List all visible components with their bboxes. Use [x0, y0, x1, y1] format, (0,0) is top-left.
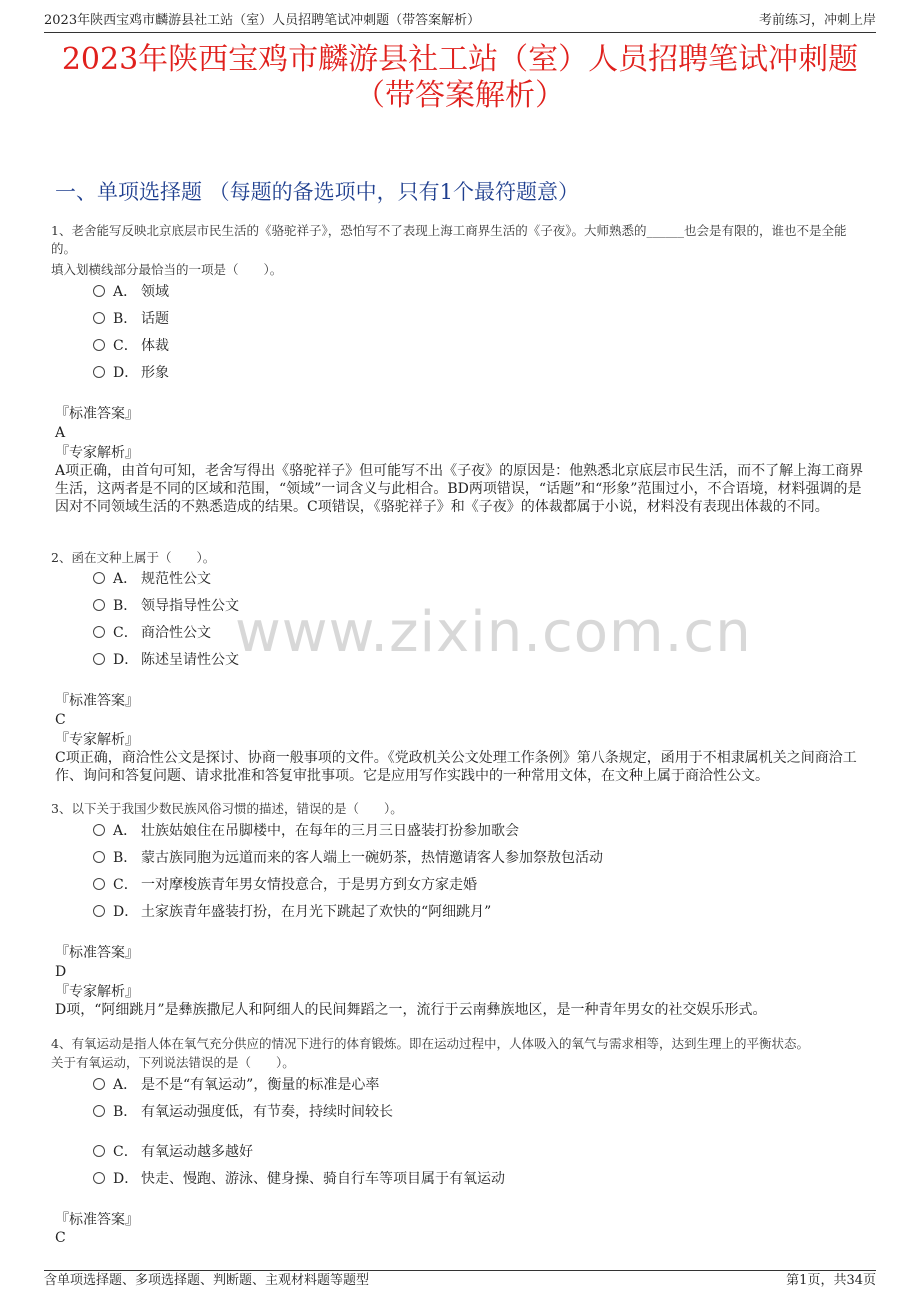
question-1-prompt: 填入划横线部分最恰当的一项是（ ）。	[51, 262, 283, 277]
question-4-stem: 4、有氧运动是指人体在氧气充分供应的情况下进行的体育锻炼。即在运动过程中，人体吸入的氧气与需求相等，达到生理上的平衡状态。	[51, 1036, 809, 1051]
question-4-answer: C	[55, 1230, 66, 1246]
page-number: 第1页，共34页	[786, 1273, 876, 1288]
page-footer	[44, 1270, 876, 1291]
radio-icon	[93, 626, 105, 638]
question-2-option-d[interactable]: D． 陈述呈请性公文	[93, 650, 239, 670]
question-1-analysis: A项正确，由首句可知，老舍写得出《骆驼祥子》但可能写不出《子夜》的原因是：他熟悉北京底层市民生活，而不了解上海工商界生活，这两者是不同的区域和范围，“领域”一词含义与此相合。BD两项错误，“话题”和“形象”范围过小，不合语境，材料强调的是因对不同领域生活的不熟悉造成的结果。C项错误，《骆驼祥子》和《子夜》的体裁都属于小说，材料没有表现出体裁的不同。	[55, 463, 864, 515]
question-2-analysis: C项正确，商洽性公文是探讨、协商一般事项的文件。《党政机关公文处理工作条例》第八条规定，函用于不相隶属机关之间商洽工作、询问和答复问题、请求批准和答复审批事项。它是应用写作实践中的一种常用文体，在文种上属于商洽性公文。	[55, 750, 857, 784]
analysis-label: 『专家解析』	[55, 445, 139, 461]
radio-icon	[93, 285, 105, 297]
answer-label: 『标准答案』	[55, 1212, 139, 1228]
question-4-option-c[interactable]: C． 有氧运动越多越好	[93, 1142, 253, 1162]
question-2-option-c[interactable]: C． 商洽性公文	[93, 623, 211, 643]
question-1-option-b[interactable]: B． 话题	[93, 309, 169, 329]
question-3-option-a[interactable]: A． 壮族姑娘住在吊脚楼中，在每年的三月三日盛装打扮参加歌会	[93, 821, 519, 841]
header-slogan: 考前练习，冲刺上岸	[758, 13, 876, 28]
footer-note: 含单项选择题、多项选择题、判断题、主观材料题等题型	[44, 1273, 370, 1288]
question-2-option-a[interactable]: A． 规范性公文	[93, 569, 211, 589]
answer-label: 『标准答案』	[55, 945, 139, 961]
radio-icon	[93, 339, 105, 351]
radio-icon	[93, 312, 105, 324]
question-2-stem: 2、函在文种上属于（ ）。	[51, 550, 216, 565]
analysis-label: 『专家解析』	[55, 984, 139, 1000]
question-4-option-b[interactable]: B． 有氧运动强度低，有节奏，持续时间较长	[93, 1102, 393, 1122]
question-4-prompt: 关于有氧运动，下列说法错误的是（ ）。	[51, 1055, 295, 1070]
answer-label: 『标准答案』	[55, 693, 139, 709]
radio-icon	[93, 653, 105, 665]
question-4-option-d[interactable]: D． 快走、慢跑、游泳、健身操、骑自行车等项目属于有氧运动	[93, 1169, 505, 1189]
radio-icon	[93, 1078, 105, 1090]
radio-icon	[93, 1105, 105, 1117]
question-1-option-d[interactable]: D． 形象	[93, 363, 169, 383]
question-3-answer: D	[55, 964, 67, 980]
question-3-option-c[interactable]: C． 一对摩梭族青年男女情投意合，于是男方到女方家走婚	[93, 875, 477, 895]
question-2-option-b[interactable]: B． 领导指导性公文	[93, 596, 239, 616]
question-1-option-a[interactable]: A． 领域	[93, 282, 169, 302]
question-1-stem: 1、老舍能写反映北京底层市民生活的《骆驼祥子》，恐怕写不了表现上海工商界生活的《子夜》。大师熟悉的______也会是有限的，谁也不是全能的。	[51, 223, 847, 256]
answer-label: 『标准答案』	[55, 406, 139, 422]
page-header	[44, 10, 876, 33]
radio-icon	[93, 572, 105, 584]
radio-icon	[93, 878, 105, 890]
page-title: 2023年陕西宝鸡市麟游县社工站（室）人员招聘笔试冲刺题（带答案解析）	[61, 42, 859, 113]
question-2-answer: C	[55, 712, 66, 728]
analysis-label: 『专家解析』	[55, 732, 139, 748]
watermark: www.zixin.com.cn	[235, 600, 752, 665]
header-doc-title: 2023年陕西宝鸡市麟游县社工站（室）人员招聘笔试冲刺题（带答案解析）	[44, 13, 481, 28]
question-3-option-b[interactable]: B． 蒙古族同胞为远道而来的客人端上一碗奶茶，热情邀请客人参加祭敖包活动	[93, 848, 603, 868]
question-3-stem: 3、以下关于我国少数民族风俗习惯的描述，错误的是（ ）。	[51, 801, 403, 816]
radio-icon	[93, 851, 105, 863]
question-3-option-d[interactable]: D． 土家族青年盛装打扮，在月光下跳起了欢快的“阿细跳月”	[93, 902, 491, 922]
radio-icon	[93, 366, 105, 378]
question-4-option-a[interactable]: A． 是不是“有氧运动”，衡量的标准是心率	[93, 1075, 379, 1095]
radio-icon	[93, 824, 105, 836]
question-1-answer: A	[55, 425, 66, 441]
radio-icon	[93, 1145, 105, 1157]
section-heading: 一、单项选择题 （每题的备选项中，只有1个最符题意）	[55, 180, 580, 204]
radio-icon	[93, 1172, 105, 1184]
question-3-analysis: D项，“阿细跳月”是彝族撒尼人和阿细人的民间舞蹈之一，流行于云南彝族地区，是一种青年男女的社交娱乐形式。	[55, 1002, 767, 1018]
radio-icon	[93, 905, 105, 917]
question-1-option-c[interactable]: C． 体裁	[93, 336, 169, 356]
radio-icon	[93, 599, 105, 611]
